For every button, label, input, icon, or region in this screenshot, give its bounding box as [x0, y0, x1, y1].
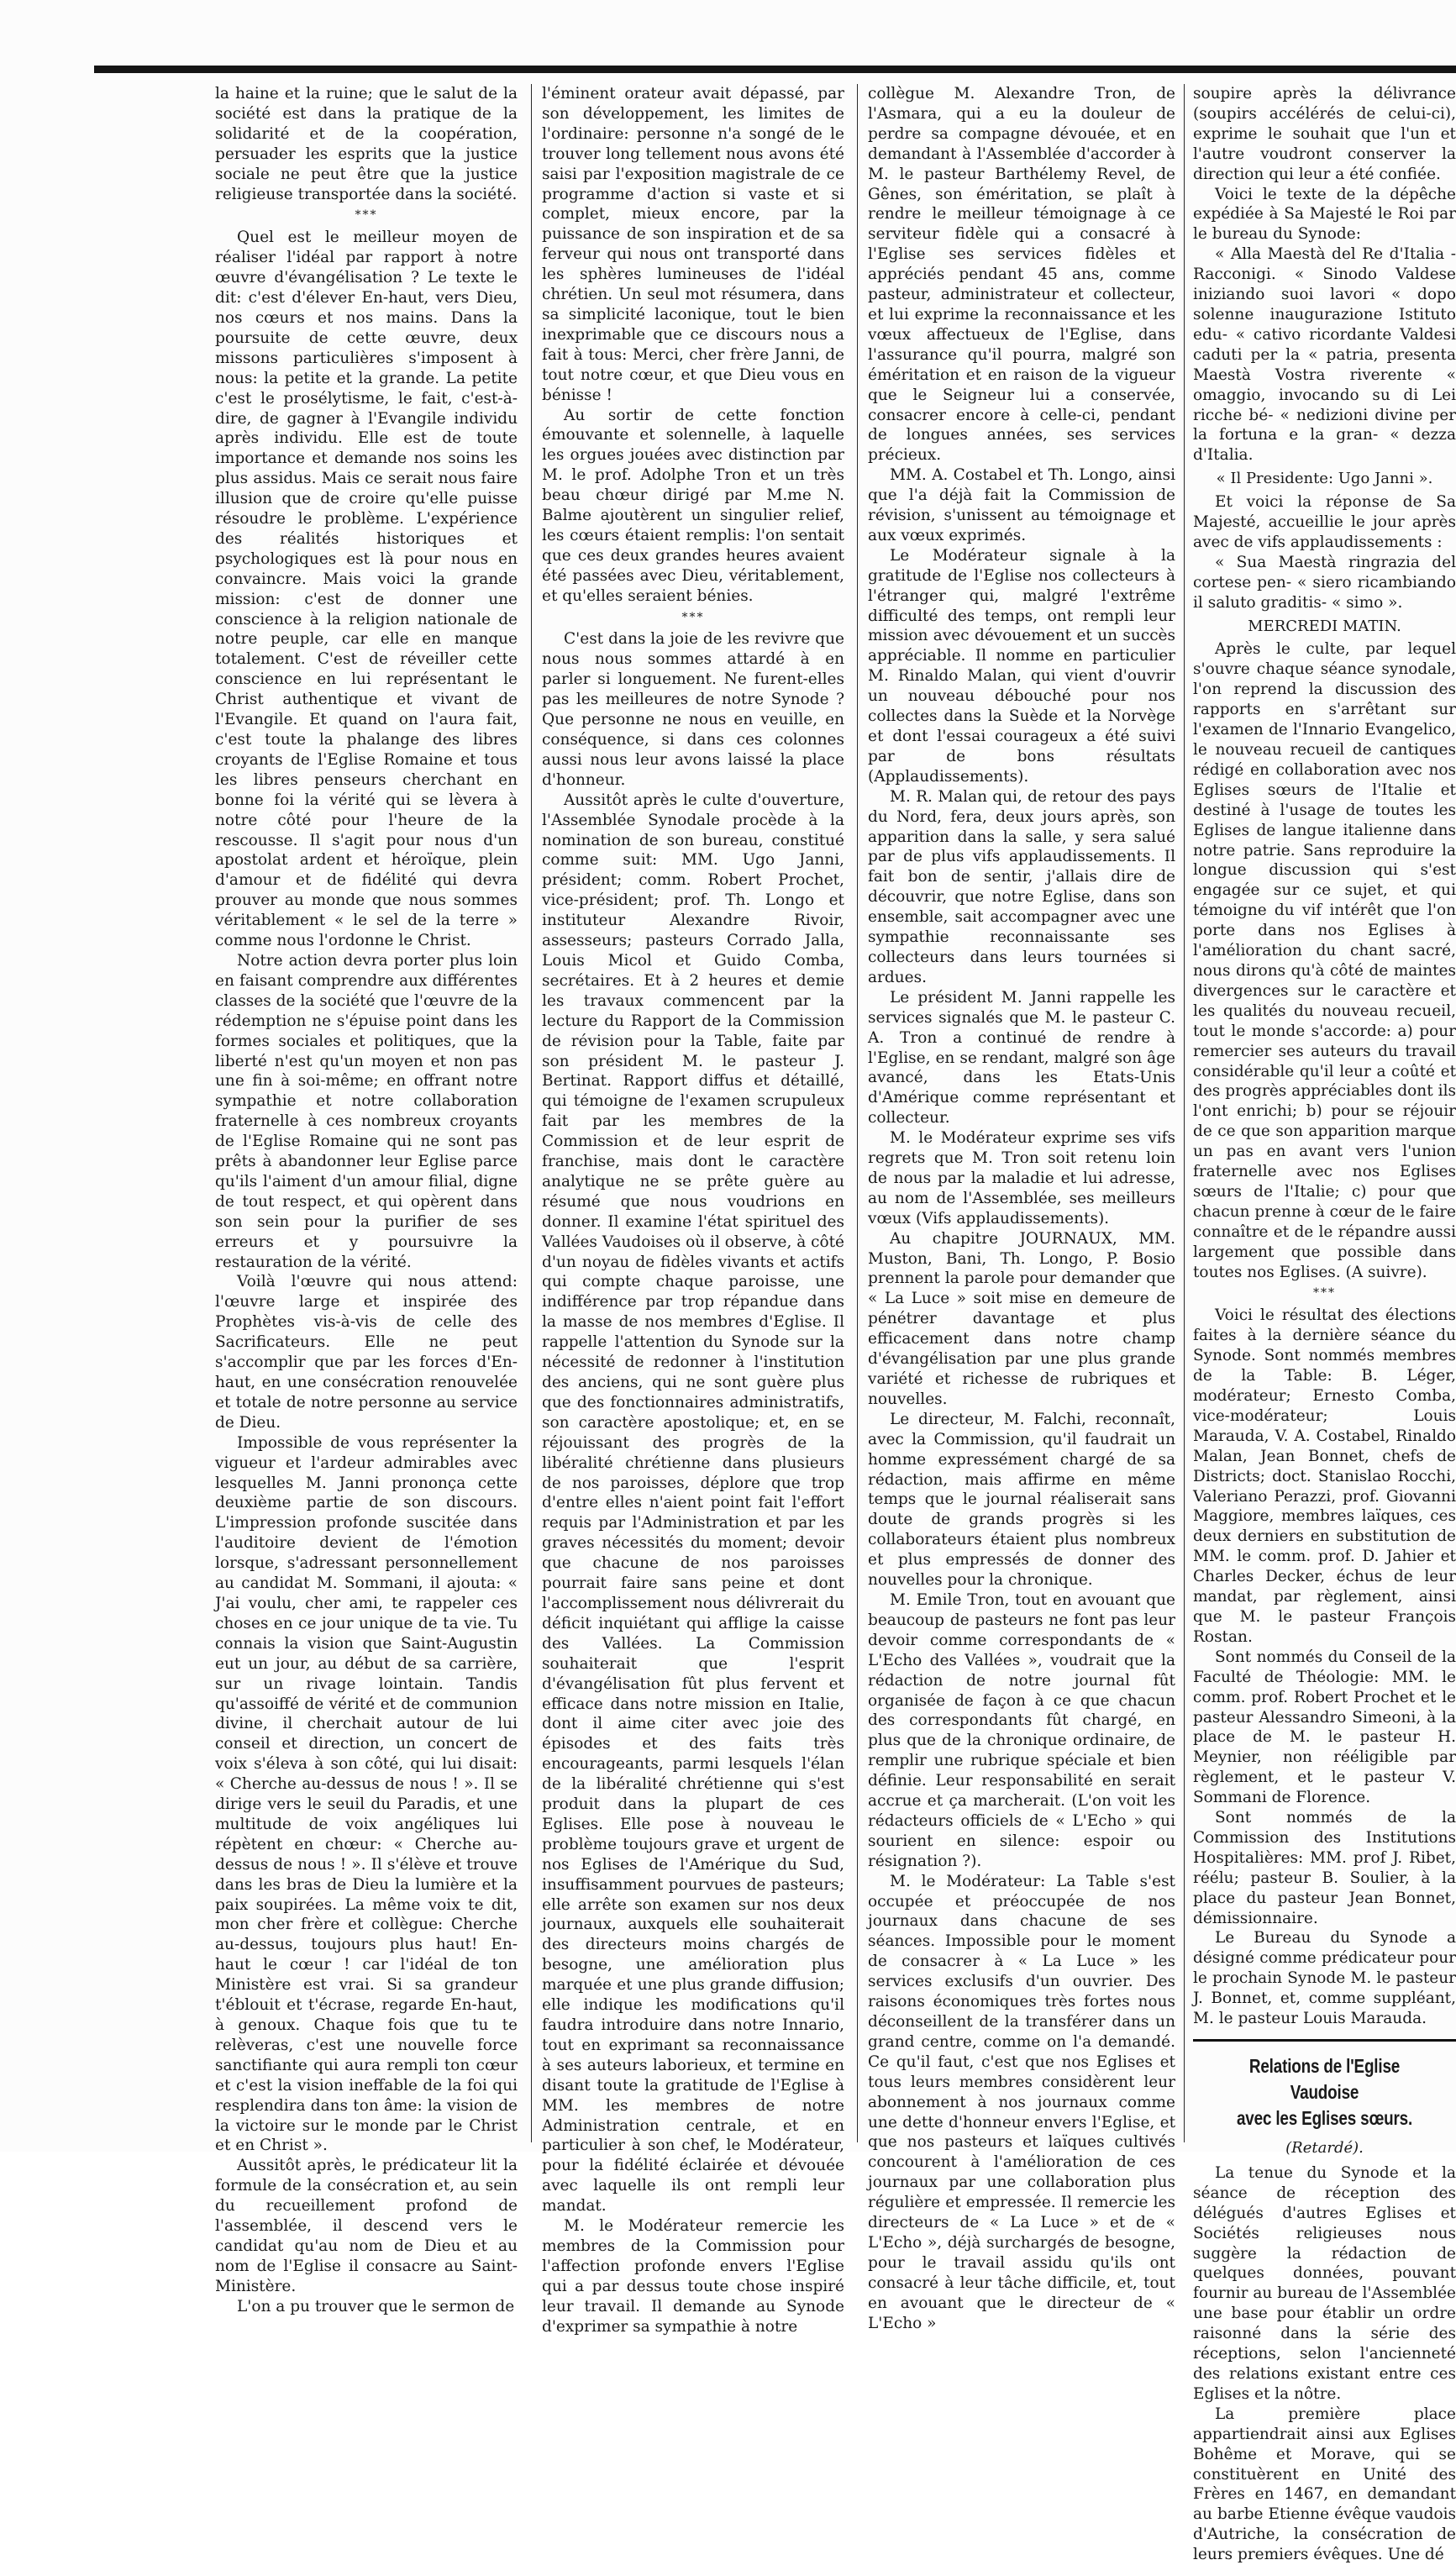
paragraph: M. Emile Tron, tout en avouant que beaucoup de pasteurs ne font pas leur devoir comme correspondants de « L'Echo des Vallées », voudrait que la rédaction de notre journal fût organisée de façon à ce que chacun des correspondants fût chargé, en plus que de la chronique ordinaire, de remplir une rubrique spéciale et bien définie. Leur responsabilité en serait accrue et ça marcherait. (L'on voit les rédacteurs officiels de « L'Echo » qui sourient en silence: espoir ou résignation ?). [868, 1590, 1175, 1870]
paragraph: Le Bureau du Synode a désigné comme prédicateur pour le prochain Synode M. le pasteur J. Bonnet, et, comme suppléant, M. le pasteur Louis Marauda. [1193, 1929, 1456, 2028]
column-divider [531, 84, 532, 2142]
paragraph: Aussitôt après, le prédicateur lit la formule de la consécration et, au sein du recueillement profond de l'assemblée, il descend vers le candidat qu'au nom de Dieu et au nom de l'Eglise il consacre au Saint-Ministère. [215, 2157, 518, 2295]
paragraph: Notre action devra porter plus loin en faisant comprendre aux différentes classes de la société que l'œuvre de la rédemption ne s'épuise point dans les formes sociales et politiques, que la liberté n'est qu'un moyen et non pas une fin à soi-même; en offrant notre sympathie et notre collaboration fraternelle à ces nombreux croyants de l'Eglise Romaine qui ne sont pas prêts à abandonner leur Eglise parce qu'ils l'aiment d'un amour filial, digne de tout respect, et qui opèrent dans son sein pour la purifier de ses erreurs et y poursuivre la restauration de la vérité. [215, 951, 518, 1271]
paragraph: l'éminent orateur avait dépassé, par son développement, les limites de l'ordinaire: personne n'a songé de le trouver long tellement nous avons été saisi par l'exposition magistrale de ce programme d'action si vaste et si complet, mieux encore, par la puissance de son inspiration et de sa ferveur qui nous ont transporté dans les sphères lumineuses de l'idéal chrétien. Un seul mot résumera, dans sa simplicité laconique, tout le bien inexprimable que ce discours nous a fait à tous: Merci, cher frère Janni, de tout notre cœur, et que Dieu vous en bénisse ! [542, 85, 844, 404]
article-heading [1193, 2039, 1456, 2158]
paragraph: Au chapitre JOURNAUX, MM. Muston, Bani, Th. Longo, P. Bosio prennent la parole pour demander que « La Luce » soit mise en demeure de pénétrer davantage et plus efficacement dans notre champ d'évangélisation par une plus grande variété et richesse de rubriques et nouvelles. [868, 1229, 1175, 1408]
paragraph: Sont nommés de la Commission des Institutions Hospitalières: MM. prof J. Ribet, réélu; pasteur B. Soulier, à la place du pasteur Jean Bonnet, démissionnaire. [1193, 1809, 1456, 1927]
column-2 [542, 84, 844, 2336]
paragraph: Et voici la réponse de Sa Majesté, accueillie le jour après avec de vifs applaudissements : [1193, 493, 1456, 551]
top-rule [94, 66, 1456, 73]
paragraph: MM. A. Costabel et Th. Longo, ainsi que l'a déjà fait la Commission de révision, s'unissent au témoignage et aux vœux exprimés. [868, 466, 1175, 544]
heading-rule [1193, 2039, 1456, 2042]
paragraph: La tenue du Synode et la séance de réception des délégués d'autres Eglises et Sociétés religieuses nous suggère la rédaction de quelques données, pouvant fournir au bureau de l'Assemblée une base pour établir un ordre raisonné dans la série des réceptions, selon l'ancienneté des relations existant entre ces Eglises et la nôtre. [1193, 2163, 1456, 2403]
paragraph: soupire après la délivrance (soupirs accélérés de celui-ci), exprime le souhait que l'un et l'autre voudront conserver la direction qui leur a été confiée. [1193, 85, 1456, 183]
paragraph: Aussitôt après le culte d'ouverture, l'Assemblée Synodale procède à la nomination de son bureau, constitué comme suit: MM. Ugo Janni, président; comm. Robert Prochet, vice-président; prof. Th. Longo et instituteur Alexandre Rivoir, assesseurs; pasteurs Corrado Jalla, Louis Micol et Guido Comba, secrétaires. Et à 2 heures et demie les travaux commencent par la lecture du Rapport de la Commission de révision pour la Table, faite par son président M. le pasteur J. Bertinat. Rapport diffus et détaillé, qui témoigne de l'examen scrupuleux fait par les membres de la Commission et de leur esprit de franchise, mais dont le caractère analytique ne se prête guère au résumé que nous voudrions en donner. Il examine l'état spirituel des Vallées Vaudoises où il observe, à côté d'un noyau de fidèles vivants et actifs qui compte chaque paroisse, une indifférence par trop répandue dans la masse de nos membres d'Eglise. Il rappelle l'attention du Synode sur la nécessité de redonner à l'institution des anciens, qui ne sont guère plus que des fonctionnaires administratifs, son caractère apostolique; et, en se réjouissant des progrès de la libéralité chrétienne dans plusieurs de nos paroisses, déplore que trop d'entre elles n'aient point fait l'effort requis par l'Administration et par les graves nécessités du moment; devoir que chacune de nos paroisses pourrait faire sans peine et dont l'accomplissement nous délivrerait du déficit inquiétant qui afflige la caisse des Vallées. La Commission souhaiterait que l'esprit d'évangélisation fût plus fervent et efficace dans notre mission en Italie, dont il aime citer avec joie des épisodes et des faits très encourageants, parmi lesquels l'élan de la libéralité chrétienne qui s'est produit dans la plupart de ces Eglises. Elle pose à nouveau le problème toujours grave et urgent de nos Eglises de l'Amérique du Sud, insuffisamment pourvues de pasteurs; elle arrête son examen sur nos deux journaux, auxquels elle souhaiterait des directeurs moins chargés de besogne, une amélioration plus marquée et une plus grande diffusion; elle indique les modifications qu'il faudra introduire dans notre Innario, tout en exprimant sa reconnaissance à ses auteurs laborieux, et termine en disant toute la gratitude de l'Eglise à MM. les membres de notre Administration centrale, et en particulier à son chef, le Modérateur, pour la fidélité éclairée et dévouée avec laquelle ils ont rempli leur mandat. [542, 791, 844, 2215]
paragraph: Voilà l'œuvre qui nous attend: l'œuvre large et inspirée des Prophètes vis-à-vis de celle des Sacrificateurs. Elle ne peut s'accomplir que par les forces d'En-haut, en une consécration renouvelée et totale de notre personne au service de Dieu. [215, 1273, 518, 1432]
subheading: MERCREDI MATIN. [1248, 617, 1401, 635]
column-divider [1184, 84, 1185, 2142]
paragraph: M. R. Malan qui, de retour des pays du Nord, fera, deux jours après, son apparition dans la salle, y sera salué par de plus vifs applaudissements. Il fait bon de sentir, j'allais dire de découvrir, que notre Eglise, dans son ensemble, sait accompagner avec une sympathie reconnaissante ses collecteurs dans leurs tournées si ardues. [868, 787, 1175, 986]
column-4 [1193, 84, 1456, 2564]
paragraph: Voici le résultat des élections faites à la dernière séance du Synode. Sont nommés membres de la Table: B. Léger, modérateur; Ernesto Comba, vice-modérateur; Louis Marauda, V. A. Costabel, Rinaldo Malan, Jean Bonnet, chefs de Districts; doct. Stanislao Rocchi, Valeriano Perazzi, prof. Giovanni Maggiore, membres laïques, ces deux derniers en substitution de MM. le comm. prof. D. Jahier et Charles Decker, échus de leur mandat, par règlement, ainsi que M. le pasteur François Rostan. [1193, 1306, 1456, 1646]
article-title: avec les Eglises sœurs. [1236, 2107, 1413, 2129]
column-divider [857, 84, 858, 2142]
section-separator: *** [355, 208, 378, 223]
paragraph: Le Modérateur signale à la gratitude de l'Eglise nos collecteurs à l'étranger qui, malgré l'extrême difficulté des temps, ont rempli leur mission avec dévouement et un succès appréciable. Il nomme en particulier M. Rinaldo Malan, qui vient d'ouvrir un nouveau débouché pour nos collectes dans la Suède et la Norvège et dont l'essai courageux a été suivi par de bons résultats (Applaudissements). [868, 546, 1175, 786]
article-subtitle: (Retardé). [1285, 2139, 1364, 2157]
section-separator: *** [1313, 1286, 1336, 1301]
paragraph: Impossible de vous représenter la vigueur et l'ardeur admirables avec lesquelles M. Janni prononça cette deuxième partie de son discours. L'impression profonde suscitée dans l'auditoire devient de l'émotion lorsque, s'adressant personnellement au candidat M. Sommani, il ajouta: « J'ai voulu, cher ami, te rappeler ces choses en ce jour unique de ta vie. Tu connais la vision que Saint-Augustin eut un jour, au début de sa carrière, sur un rivage lointain. Tandis qu'assoiffé de vérité et de communion divine, il cherchait autour de lui conseil et direction, un concert de voix s'éleva à son côté, qui lui disait: « Cherche au-dessus de nous ! ». Il se dirige vers le seuil du Paradis, et une multitude de voix angéliques lui répètent en chœur: « Cherche au-dessus de nous ! ». Il s'élève et trouve dans les bras de Dieu la lumière et la paix soupirées. La même voix te dit, mon cher frère et collègue: Cherche au-dessus, toujours plus haut! En-haut le cœur ! car l'idéal de ton Ministère est vrai. Si sa grandeur t'éblouit et t'écrase, regarde En-haut, à genoux. Chaque fois que tu te relèveras, c'est une nouvelle force sanctifiante qui aura rempli ton cœur et c'est la vision ineffable de la foi qui resplendira dans ton âme: la vision de la victoire sur le monde par le Christ et en Christ ». [215, 1433, 518, 2155]
paragraph: M. le Modérateur remercie les membres de la Commission pour l'affection profonde envers l'Eglise qui a par dessus toute chose inspiré leur travail. Il demande au Synode d'exprimer sa sympathie à notre [542, 2217, 844, 2336]
paragraph: L'on a pu trouver que le sermon de [237, 2297, 515, 2315]
paragraph: Après le culte, par lequel s'ouvre chaque séance synodale, l'on reprend la discussion des rapports en s'arrêtant sur l'examen de l'Innario Evangelico, le nouveau recueil de cantiques rédigé en collaboration avec nos Eglises sœurs de l'Italie et destiné à l'usage de toutes les Eglises de langue italienne dans notre patrie. Sans reproduire la longue discussion qui s'est engagée sur ce sujet, et qui témoigne du vif intérêt que l'on porte dans nos Eglises à l'amélioration du chant sacré, nous dirons qu'à côté de maintes divergences sur le caractère et les qualités du nouveau recueil, tout le monde s'accorde: a) pour remercier ses auteurs du travail considérable qu'il leur a coûté et des progrès appréciables dont ils l'ont enrichi; b) pour se réjouir de ce que son apparition marque un pas en avant vers l'union fraternelle avec nos Eglises sœurs de l'Italie; c) pour que chacun prenne à cœur de le faire connaître et de le répandre aussi largement que possible dans toutes nos Eglises. (A suivre). [1193, 640, 1456, 1281]
paragraph: Le président M. Janni rappelle les services signalés que M. le pasteur C. A. Tron a continué de rendre à l'Eglise, en se rendant, malgré son âge avancé, dans les Etats-Unis d'Amérique comme représentant et collecteur. [868, 988, 1175, 1127]
paragraph: Le directeur, M. Falchi, reconnaît, avec la Commission, qu'il faudrait un homme expressément chargé de sa rédaction, mais affirme en même temps que le journal réaliserait sans doute de grands progrès si les collaborateurs étaient plus nombreux et plus empressés de donner des nouvelles pour la chronique. [868, 1410, 1175, 1590]
article-title: Relations de l'Eglise Vaudoise [1248, 2055, 1401, 2103]
paragraph: collègue M. Alexandre Tron, de l'Asmara, qui a eu la douleur de perdre sa compagne dévouée, et en demandant à l'Assemblée d'accorder à M. le pasteur Barthélemy Revel, de Gênes, son éméritation, se plaît à rendre le meilleur témoignage à ce serviteur fidèle qui a consacré à l'Eglise ses services fidèles et appréciés pendant 45 ans, comme pasteur, administrateur et collecteur, et lui exprime la reconnaissance et les vœux affectueux de l'Eglise, dans l'assurance qu'il pourra, malgré son éméritation et en raison de la vigueur que le Seigneur lui a conservée, consacrer encore à celle-ci, pendant de longues années, ses services précieux. [868, 85, 1175, 465]
column-3 [868, 84, 1175, 2332]
paragraph: M. le Modérateur exprime ses vifs regrets que M. Tron soit retenu loin de nous par la maladie et lui adresse, au nom de l'Assemblée, ses meilleurs vœux (Vifs applaudissements). [868, 1129, 1175, 1227]
section-separator: *** [681, 610, 705, 624]
paragraph: C'est dans la joie de les revivre que nous nous sommes attardé à en parler si longuement. Ne furent-elles pas les meilleures de notre Synode ? Que personne ne nous en veuille, en conséquence, si dans ces colonnes aussi nous leur avons laissé la place d'honneur. [542, 630, 844, 789]
paragraph: M. le Modérateur: La Table s'est occupée et préoccupée de nos journaux dans chacune de ses séances. Impossible pour le moment de consacrer à « La Luce » les services exclusifs d'un ouvrier. Des raisons économiques très fortes nous déconseillent de la transférer dans un grand centre, comme on l'a demandé. Ce qu'il faut, c'est que nos Eglises et tous leurs membres considèrent leur abonnement à nos journaux comme une dette d'honneur envers l'Eglise, et que nos pasteurs et laïques cultivés concourent à l'amélioration de ces journaux par une collaboration plus régulière et empressée. Il remercie les directeurs de « La Luce » et de « L'Echo », déjà surchargés de besogne, pour le travail assidu qu'ils ont consacré à leur tâche difficile, et, tout en avouant que le directeur de « L'Echo » [868, 1872, 1175, 2332]
paragraph: « Sua Maestà ringrazia del cortese pen- « siero ricambiando il saluto graditis- « simo ». [1193, 553, 1456, 612]
paragraph: « Alla Maestà del Re d'Italia - Racconigi. « Sinodo Valdese iniziando suoi lavori « dopo solenne inaugurazione Istituto edu- « cativo ricordante Valdesi caduti per la « patria, presenta Maestà Vostra riverente « omaggio, invocando su di Lei ricche bé- « nedizioni divine per la fortuna e la gran- « dezza d'Italia. [1193, 245, 1456, 465]
subheading: « Il Presidente: Ugo Janni ». [1216, 470, 1433, 488]
paragraph: Sont nommés du Conseil de la Faculté de Théologie: MM. le comm. prof. Robert Prochet et le pasteur Alessandro Simeoni, à la place de M. le pasteur H. Meynier, non rééligible par règlement, et le pasteur V. Sommani de Florence. [1193, 1648, 1456, 1807]
paragraph: Au sortir de cette fonction émouvante et solennelle, à laquelle les orgues jouées avec distinction par M. le prof. Adolphe Tron et un très beau chœur dirigé par M.me N. Balme ajoutèrent un singulier relief, les cœurs étaient remplis: l'on sentait que ces deux grandes heures avaient été passées avec Dieu, véritablement, et qu'elles seraient bénies. [542, 406, 844, 605]
paragraph: la haine et la ruine; que le salut de la société est dans la pratique de la solidarité et de la coopération, persuader les esprits que la justice sociale ne peut être que la justice religieuse transportée dans la société. [215, 85, 518, 203]
paragraph: La première place appartiendrait ainsi aux Eglises Bohême et Morave, qui se constituèrent en Unité des Frères en 1467, en demandant au barbe Etienne évêque vaudois d'Autriche, la consécration de leurs premiers évêques. Une dé [1193, 2405, 1456, 2564]
paragraph: Voici le texte de la dépêche expédiée à Sa Majesté le Roi par le bureau du Synode: [1193, 185, 1456, 244]
column-1 [215, 84, 518, 2315]
paragraph: Quel est le meilleur moyen de réaliser l'idéal par rapport à notre œuvre d'évangélisation ? Le texte le dit: c'est d'élever En-haut, vers Dieu, nos cœurs et nos mains. Dans la poursuite de cette œuvre, deux missons particulières s'imposent à nous: la petite et la grande. La petite c'est le prosélytisme, le fait, c'est-à-dire, de gagner à l'Evangile individu après individu. Elle est de toute importance et demande nos soins les plus assidus. Mais ce serait nous faire illusion que de croire qu'elle puisse résoudre le problème. L'expérience des réalités historiques et psychologiques est là pour nous en convaincre. Mais voici la grande mission: c'est de donner une conscience à la religion nationale de notre peuple, car elle en manque totalement. C'est de réveiller cette conscience en lui représentant le Christ authentique et vivant de l'Evangile. Et quand on l'aura fait, c'est toute la phalange des libres croyants de l'Eglise Romaine et tous les libres penseurs cherchant en bonne foi la vérité qui se lèvera à notre côté pour l'heure de la rescousse. Il s'agit pour nous d'un apostolat ardent et héroïque, plein d'amour et de fidélité qui devra prouver au monde que nous sommes véritablement « le sel de la terre » comme nous l'ordonne le Christ. [215, 229, 518, 950]
